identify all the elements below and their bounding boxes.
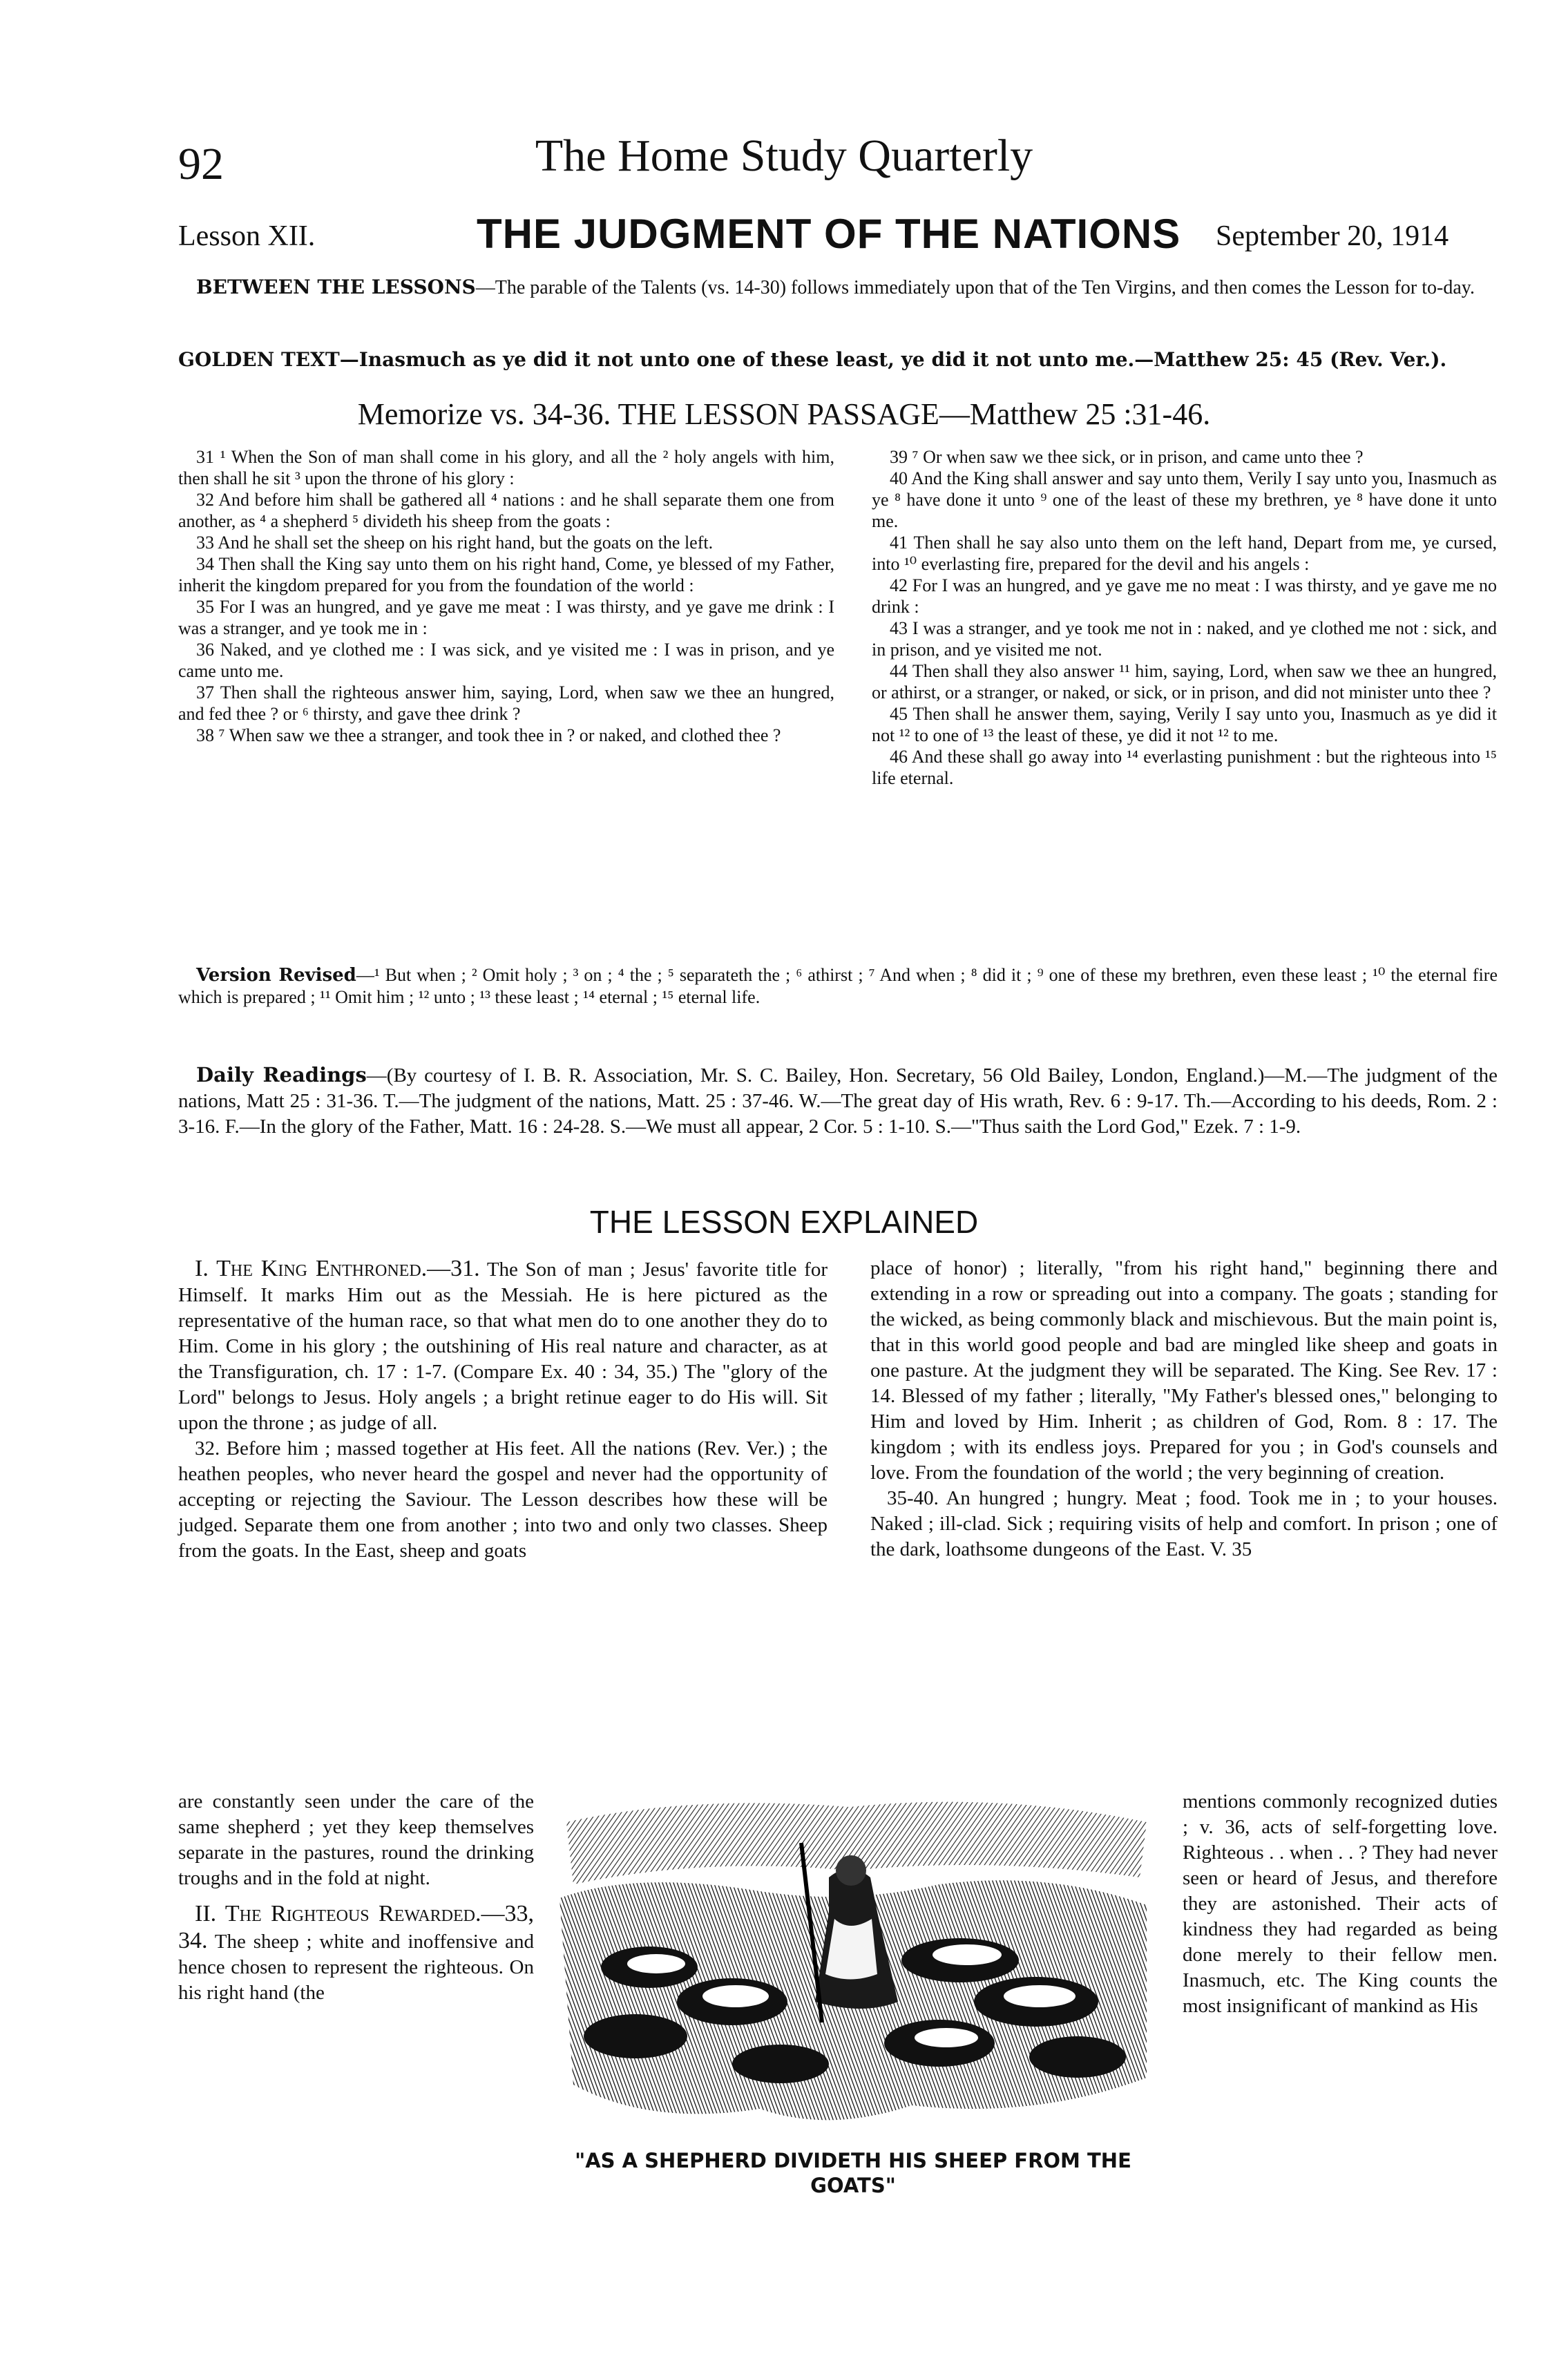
right-paragraph-2: 35-40. An hungred ; hungry. Meat ; food. Took me in ; to your houses. Naked ; ill-clad. Sick ; requiring visits of help and comfort. In prison ; one of the dark, loathsome dungeons of the East. V. 35 [870, 1487, 1498, 1560]
verse: 36 Naked, and ye clothed me : I was sick, and ye visited me : I was in prison, and ye came unto me. [178, 640, 834, 681]
verse: 38 ⁷ When saw we thee a stranger, and took thee in ? or naked, and clothed thee ? [196, 725, 781, 745]
right-paragraph-2-continued: mentions commonly recognized duties ; v. 36, acts of self-forgetting love. Righteous . . when . . ? They had never seen or heard of Jesus, and therefore they are astonished. Their acts of kindness they had regarded as being done merely to their fellow men. Inasmuch, etc. The King counts the most insignificant of mankind as His [1183, 1790, 1498, 2017]
lesson-number: Lesson XII. [178, 220, 316, 252]
verse: 40 And the King shall answer and say unto them, Verily I say unto you, Inasmuch as ye ⁸ have done it unto ⁹ one of the least of these my brethren, ye ⁸ have done it unto me. [872, 468, 1497, 531]
verse: 34 Then shall the King say unto them on his right hand, Come, ye blessed of my Father, inherit the kingdom prepared for you from the foundation of the world : [178, 554, 834, 595]
verse: 33 And he shall set the sheep on his right hand, but the goats on the left. [196, 533, 714, 553]
page-number: 92 [178, 139, 224, 189]
verses-right-column [872, 446, 1497, 789]
golden-body: —Inasmuch as ye did it not unto one of these least, ye did it not unto me.—Matthew 25: 45 (Rev. Ver.). [339, 348, 1447, 371]
daily-label: Daily Readings [196, 1063, 367, 1087]
verse: 31 ¹ When the Son of man shall come in his glory, and all the ² holy angels with him, then shall he sit ³ upon the throne of his glory : [178, 447, 834, 488]
explained-left-narrow [178, 1789, 534, 2006]
daily-readings [178, 1062, 1498, 1140]
version-revised [178, 964, 1498, 1008]
section-1-heading: I. The King Enthroned.—31. [195, 1256, 480, 1281]
verse: 43 I was a stranger, and ye took me not in : naked, and ye clothed me not : sick, and in prison, and ye visited me not. [872, 618, 1497, 660]
version-label: Version Revised [196, 965, 356, 986]
explained-right-column [870, 1256, 1498, 1562]
section-2-heading: II. The Righteous Rewarded.—33, 34. [178, 1901, 534, 1953]
section-1-text: The Son of man ; Jesus' favorite title for Himself. It marks Him out as the Messiah. He is here pictured as the representative of the human race, so that what men do to one another they do to Him. Come in his glory ; the outshining of His real nature and character, as at the Transfiguration, ch. 17 : 1-7. (Compare Ex. 40 : 34, 35.) The "glory of the Lord" belongs to Jesus. Holy angels ; a bright retinue eager to do His will. Sit upon the throne ; as judge of all. [178, 1259, 828, 1434]
journal-title: The Home Study Quarterly [535, 131, 1033, 181]
verse: 45 Then shall he answer them, saying, Verily I say unto you, Inasmuch as ye did it not ¹² to one of ¹³ the least of these, ye did it not ¹² to me. [872, 704, 1497, 745]
verse: 37 Then shall the righteous answer him, saying, Lord, when saw we thee an hungred, and fed thee ? or ⁶ thirsty, and gave thee drink ? [178, 682, 834, 724]
verse: 46 And these shall go away into ¹⁴ everlasting punishment : but the righteous into ¹⁵ life eternal. [872, 747, 1497, 788]
lesson-passage-heading: Memorize vs. 34-36. THE LESSON PASSAGE—Matthew 25 :31-46. [357, 397, 1211, 431]
daily-text: —(By courtesy of I. B. R. Association, Mr. S. C. Bailey, Hon. Secretary, 56 Old Bailey, London, England.)—M.—The judgment of the nations, Matt 25 : 31-36. T.—The judgment of the nations, Matt. 25 : 37-46. W.—The great day of His wrath, Rev. 6 : 9-17. Th.—According to his deeds, Rom. 2 : 3-16. F.—In the glory of the Father, Matt. 16 : 24-28. S.—We must all appear, 2 Cor. 5 : 1-10. S.—"Thus saith the Lord God," Ezek. 7 : 1-9. [178, 1064, 1498, 1138]
verses-left-column [178, 446, 834, 746]
verse-32-note: 32. Before him ; massed together at His feet. All the nations (Rev. Ver.) ; the heathen peoples, who never heard the gospel and never had the opportunity of accepting or rejecting the Saviour. The Lesson describes how these will be judged. Separate them one from another ; into two and only two classes. Sheep from the goats. In the East, sheep and goats [178, 1437, 828, 1562]
golden-label: GOLDEN TEXT [178, 348, 340, 371]
illustration-caption: "AS A SHEPHERD DIVIDETH HIS SHEEP FROM THE GOATS" [575, 2149, 1131, 2197]
shepherd-illustration [553, 1795, 1154, 2133]
verse: 35 For I was an hungred, and ye gave me meat : I was thirsty, and ye gave me drink : I was a stranger, and ye took me in : [178, 597, 834, 638]
section-1-paragraph [178, 1256, 828, 1436]
section-2-text: The sheep ; white and inoffensive and hence chosen to represent the righteous. On his right hand (the [178, 1931, 534, 2004]
version-text: —¹ But when ; ² Omit holy ; ³ on ; ⁴ the ; ⁵ separateth the ; ⁶ athirst ; ⁷ And when ; ⁸ did it ; ⁹ one of these my brethren, even these least ; ¹⁰ the eternal fire which is prepared ; ¹¹ Omit him ; ¹² unto ; ¹³ these least ; ¹⁴ eternal ; ¹⁵ eternal life. [178, 965, 1498, 1007]
golden-text [178, 348, 1498, 372]
right-paragraph-1: place of honor) ; literally, "from his right hand," beginning there and extending in a row or spreading out into a company. The goats ; standing for the wicked, as being commonly black and mischievous. But the main point is, that in this world good people and bad are mingled like sheep and goats in one pasture. At the judgment they will be separated. The King. See Rev. 17 : 14. Blessed of my father ; literally, "My Father's blessed ones," belonging to Him and loved by Him. Inherit ; as children of God, Rom. 8 : 17. The kingdom ; with its endless joys. Prepared for you ; in God's counsels and love. From the foundation of the world ; the very beginning of creation. [870, 1257, 1498, 1484]
explained-left-column [178, 1256, 828, 1564]
verse: 44 Then shall they also answer ¹¹ him, saying, Lord, when saw we thee an hungred, or athirst, or a stranger, or naked, or sick, or in prison, and did not minister unto thee ? [872, 661, 1497, 702]
lesson-title: THE JUDGMENT OF THE NATIONS [477, 211, 1181, 257]
shepherd-engraving-icon [553, 1795, 1154, 2133]
lesson-date: September 20, 1914 [1216, 220, 1449, 252]
lesson-explained-heading: THE LESSON EXPLAINED [589, 1204, 979, 1240]
verse-32-continued: are constantly seen under the care of the same shepherd ; yet they keep themselves separate in the pastures, round the drinking troughs and in the fold at night. [178, 1790, 534, 1889]
verse: 39 ⁷ Or when saw we thee sick, or in prison, and came unto thee ? [890, 447, 1364, 467]
section-2-paragraph [178, 1901, 534, 2006]
between-text: —The parable of the Talents (vs. 14-30) follows immediately upon that of the Ten Virgins, and then comes the Lesson for to-day. [475, 277, 1475, 298]
between-the-lessons [178, 275, 1498, 300]
explained-right-narrow [1183, 1789, 1498, 2019]
verse: 32 And before him shall be gathered all ⁴ nations : and he shall separate them one from another, as ⁴ a shepherd ⁵ divideth his sheep from the goats : [178, 490, 834, 531]
verse: 41 Then shall he say also unto them on the left hand, Depart from me, ye cursed, into ¹⁰ everlasting fire, prepared for the devil and his angels : [872, 533, 1497, 574]
between-label: BETWEEN THE LESSONS [196, 276, 476, 298]
verse: 42 For I was an hungred, and ye gave me no meat : I was thirsty, and ye gave me no drink : [872, 575, 1497, 617]
